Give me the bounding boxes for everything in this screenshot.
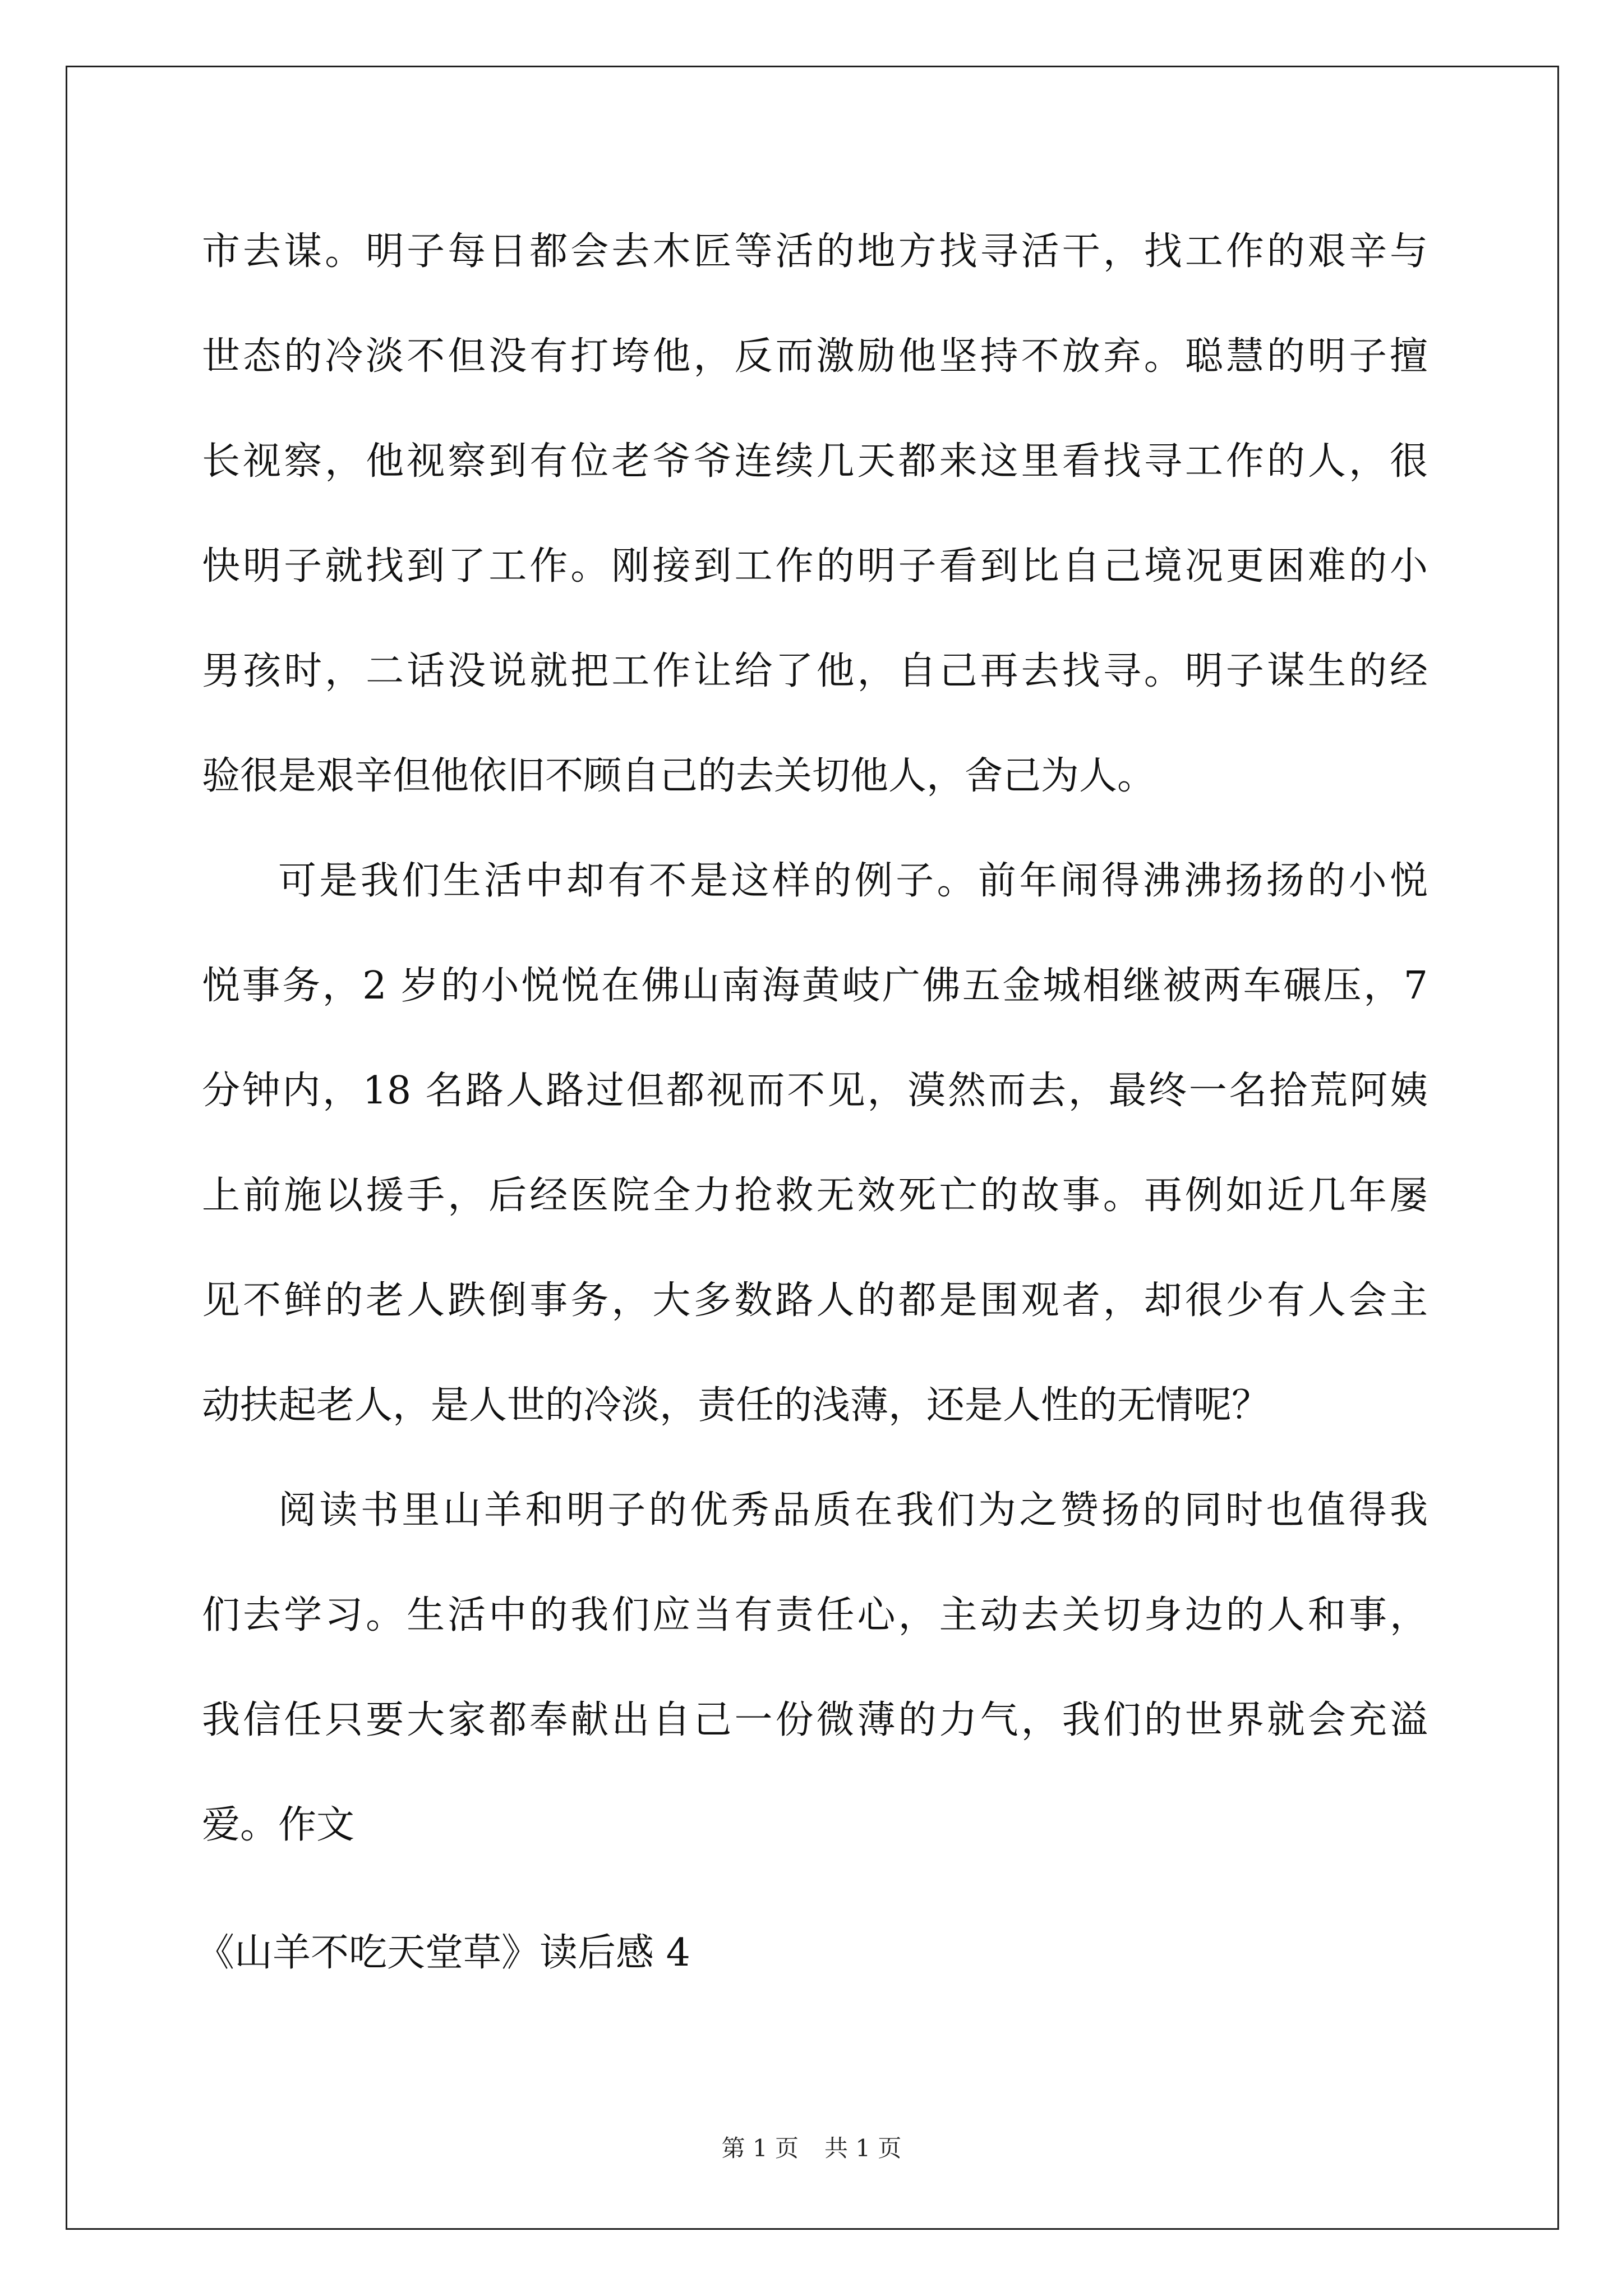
page-number-total: 共 1 页 (824, 2134, 902, 2162)
paragraph-line: 阅读书里山羊和明子的优秀品质在我们为之赞扬的同时也值得我 (278, 1488, 1428, 1533)
paragraph-line: 们去学习。生活中的我们应当有责任心，主动去关切身边的人和事， (202, 1593, 1428, 1637)
paragraph-line: 分钟内，18 名路人路过但都视而不见，漠然而去，最终一名拾荒阿姨 (202, 1069, 1428, 1113)
paragraph-line: 长视察，他视察到有位老爷爷连续几天都来这里看找寻工作的人，很 (202, 439, 1428, 484)
page-number-current: 第 1 页 (721, 2134, 799, 2162)
paragraph-line: 我信任只要大家都奉献出自己一份微薄的力气，我们的世界就会充溢 (202, 1698, 1428, 1742)
document-body (202, 199, 1428, 1878)
paragraph-line: 快明子就找到了工作。刚接到工作的明子看到比自己境况更困难的小 (202, 544, 1428, 588)
paragraph-line: 动扶起老人，是人世的冷淡，责任的浅薄，还是人性的无情呢？ (202, 1383, 1270, 1428)
paragraph-line: 上前施以援手，后经医院全力抢救无效死亡的故事。再例如近几年屡 (202, 1174, 1428, 1218)
paragraph-line: 市去谋。明子每日都会去木匠等活的地方找寻活干，找工作的艰辛与 (202, 229, 1428, 274)
paragraph-line: 世态的冷淡不但没有打垮他，反而激励他坚持不放弃。聪慧的明子擅 (202, 334, 1428, 379)
paragraph-line: 男孩时，二话没说就把工作让给了他，自己再去找寻。明子谋生的经 (202, 649, 1428, 693)
section-heading: 《山羊不吃天堂草》读后感 4 (196, 1931, 690, 1975)
paragraph-line: 可是我们生活中却有不是这样的例子。前年闹得沸沸扬扬的小悦 (278, 859, 1428, 903)
paragraph-line: 悦事务，2 岁的小悦悦在佛山南海黄岐广佛五金城相继被两车碾压，7 (202, 964, 1428, 1008)
paragraph-line: 爱。作文 (202, 1803, 355, 1847)
page-footer (0, 2132, 1623, 2165)
paragraph-line: 验很是艰辛但他依旧不顾自己的去关切他人，舍己为人。 (202, 754, 1156, 798)
paragraph-line: 见不鲜的老人跌倒事务，大多数路人的都是围观者，却很少有人会主 (202, 1278, 1428, 1323)
